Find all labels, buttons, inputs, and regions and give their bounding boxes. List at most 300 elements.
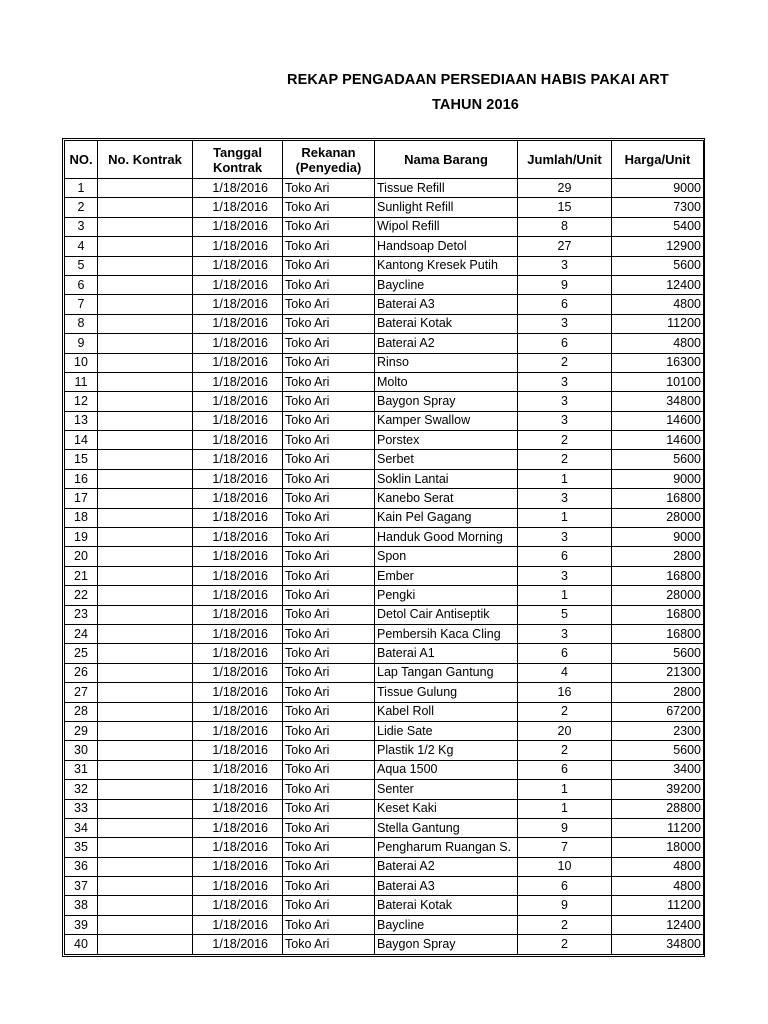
cell-no-kontrak (98, 314, 193, 333)
cell-rekanan: Toko Ari (283, 663, 375, 682)
cell-jumlah: 15 (518, 198, 612, 217)
cell-jumlah: 6 (518, 760, 612, 779)
cell-no-kontrak (98, 431, 193, 450)
cell-no-kontrak (98, 683, 193, 702)
cell-jumlah: 9 (518, 896, 612, 915)
cell-no-kontrak (98, 256, 193, 275)
cell-harga: 4800 (612, 334, 704, 353)
cell-tanggal: 1/18/2016 (193, 179, 283, 198)
cell-nama-barang: Tissue Refill (375, 179, 518, 198)
table-row (65, 741, 704, 760)
table-row (65, 372, 704, 391)
cell-harga: 39200 (612, 780, 704, 799)
cell-no: 40 (65, 935, 98, 954)
cell-nama-barang: Spon (375, 547, 518, 566)
cell-jumlah: 2 (518, 915, 612, 934)
cell-no-kontrak (98, 508, 193, 527)
cell-no-kontrak (98, 915, 193, 934)
table-row (65, 838, 704, 857)
cell-harga: 2800 (612, 683, 704, 702)
cell-nama-barang: Baycline (375, 275, 518, 294)
cell-tanggal: 1/18/2016 (193, 586, 283, 605)
header-harga-unit: Harga/Unit (612, 141, 704, 179)
cell-rekanan: Toko Ari (283, 741, 375, 760)
cell-nama-barang: Stella Gantung (375, 818, 518, 837)
cell-no-kontrak (98, 217, 193, 236)
cell-tanggal: 1/18/2016 (193, 450, 283, 469)
cell-rekanan: Toko Ari (283, 256, 375, 275)
cell-tanggal: 1/18/2016 (193, 508, 283, 527)
header-tanggal-kontrak: Tanggal Kontrak (193, 141, 283, 179)
cell-nama-barang: Detol Cair Antiseptik (375, 605, 518, 624)
cell-rekanan: Toko Ari (283, 818, 375, 837)
cell-harga: 11200 (612, 818, 704, 837)
cell-nama-barang: Baterai A3 (375, 295, 518, 314)
cell-no: 35 (65, 838, 98, 857)
cell-nama-barang: Handuk Good Morning (375, 528, 518, 547)
cell-rekanan: Toko Ari (283, 372, 375, 391)
cell-rekanan: Toko Ari (283, 314, 375, 333)
table-row (65, 877, 704, 896)
cell-no: 13 (65, 411, 98, 430)
cell-harga: 5600 (612, 256, 704, 275)
cell-jumlah: 10 (518, 857, 612, 876)
cell-jumlah: 2 (518, 431, 612, 450)
cell-tanggal: 1/18/2016 (193, 935, 283, 954)
table-row (65, 915, 704, 934)
cell-no: 5 (65, 256, 98, 275)
cell-jumlah: 6 (518, 644, 612, 663)
cell-nama-barang: Soklin Lantai (375, 469, 518, 488)
cell-harga: 11200 (612, 896, 704, 915)
cell-harga: 16300 (612, 353, 704, 372)
cell-rekanan: Toko Ari (283, 198, 375, 217)
cell-tanggal: 1/18/2016 (193, 469, 283, 488)
cell-harga: 21300 (612, 663, 704, 682)
cell-rekanan: Toko Ari (283, 605, 375, 624)
cell-nama-barang: Rinso (375, 353, 518, 372)
table-row (65, 450, 704, 469)
cell-tanggal: 1/18/2016 (193, 566, 283, 585)
cell-no-kontrak (98, 392, 193, 411)
cell-nama-barang: Tissue Gulung (375, 683, 518, 702)
header-rekanan: Rekanan (Penyedia) (283, 141, 375, 179)
cell-jumlah: 2 (518, 353, 612, 372)
cell-jumlah: 2 (518, 450, 612, 469)
cell-no: 39 (65, 915, 98, 934)
cell-nama-barang: Kantong Kresek Putih (375, 256, 518, 275)
cell-jumlah: 6 (518, 295, 612, 314)
cell-tanggal: 1/18/2016 (193, 353, 283, 372)
cell-no: 30 (65, 741, 98, 760)
cell-no: 9 (65, 334, 98, 353)
table-row (65, 489, 704, 508)
cell-tanggal: 1/18/2016 (193, 392, 283, 411)
cell-rekanan: Toko Ari (283, 760, 375, 779)
cell-no-kontrak (98, 896, 193, 915)
cell-rekanan: Toko Ari (283, 935, 375, 954)
cell-harga: 28000 (612, 586, 704, 605)
cell-harga: 4800 (612, 295, 704, 314)
cell-no: 4 (65, 237, 98, 256)
cell-tanggal: 1/18/2016 (193, 838, 283, 857)
cell-nama-barang: Kain Pel Gagang (375, 508, 518, 527)
cell-no: 25 (65, 644, 98, 663)
cell-no: 3 (65, 217, 98, 236)
cell-harga: 5600 (612, 741, 704, 760)
cell-no-kontrak (98, 275, 193, 294)
cell-jumlah: 1 (518, 586, 612, 605)
cell-rekanan: Toko Ari (283, 431, 375, 450)
cell-harga: 16800 (612, 566, 704, 585)
table-row (65, 818, 704, 837)
cell-nama-barang: Handsoap Detol (375, 237, 518, 256)
cell-harga: 9000 (612, 528, 704, 547)
cell-nama-barang: Pengki (375, 586, 518, 605)
cell-nama-barang: Baygon Spray (375, 935, 518, 954)
table-row (65, 508, 704, 527)
table-row (65, 334, 704, 353)
cell-no: 2 (65, 198, 98, 217)
cell-no-kontrak (98, 566, 193, 585)
cell-jumlah: 16 (518, 683, 612, 702)
cell-harga: 34800 (612, 392, 704, 411)
cell-nama-barang: Baterai Kotak (375, 314, 518, 333)
cell-tanggal: 1/18/2016 (193, 275, 283, 294)
cell-tanggal: 1/18/2016 (193, 663, 283, 682)
cell-jumlah: 1 (518, 780, 612, 799)
cell-no-kontrak (98, 741, 193, 760)
cell-jumlah: 1 (518, 469, 612, 488)
cell-rekanan: Toko Ari (283, 915, 375, 934)
cell-harga: 12400 (612, 275, 704, 294)
cell-no-kontrak (98, 935, 193, 954)
table-row (65, 857, 704, 876)
cell-nama-barang: Baterai A2 (375, 334, 518, 353)
cell-tanggal: 1/18/2016 (193, 799, 283, 818)
cell-no: 23 (65, 605, 98, 624)
cell-no-kontrak (98, 838, 193, 857)
cell-rekanan: Toko Ari (283, 857, 375, 876)
header-no: NO. (65, 141, 98, 179)
cell-nama-barang: Porstex (375, 431, 518, 450)
cell-tanggal: 1/18/2016 (193, 683, 283, 702)
cell-nama-barang: Pembersih Kaca Cling (375, 624, 518, 643)
cell-harga: 12900 (612, 237, 704, 256)
cell-no-kontrak (98, 334, 193, 353)
table-row (65, 721, 704, 740)
cell-rekanan: Toko Ari (283, 411, 375, 430)
table-row (65, 179, 704, 198)
cell-tanggal: 1/18/2016 (193, 741, 283, 760)
cell-harga: 5400 (612, 217, 704, 236)
cell-no: 19 (65, 528, 98, 547)
table-row (65, 605, 704, 624)
cell-jumlah: 3 (518, 624, 612, 643)
table-row (65, 469, 704, 488)
cell-tanggal: 1/18/2016 (193, 605, 283, 624)
cell-no-kontrak (98, 586, 193, 605)
cell-no: 32 (65, 780, 98, 799)
cell-no: 34 (65, 818, 98, 837)
cell-harga: 2300 (612, 721, 704, 740)
cell-jumlah: 27 (518, 237, 612, 256)
cell-jumlah: 1 (518, 508, 612, 527)
cell-tanggal: 1/18/2016 (193, 857, 283, 876)
cell-no: 6 (65, 275, 98, 294)
cell-tanggal: 1/18/2016 (193, 256, 283, 275)
cell-nama-barang: Keset Kaki (375, 799, 518, 818)
cell-jumlah: 29 (518, 179, 612, 198)
cell-no-kontrak (98, 721, 193, 740)
cell-tanggal: 1/18/2016 (193, 702, 283, 721)
cell-rekanan: Toko Ari (283, 799, 375, 818)
cell-nama-barang: Ember (375, 566, 518, 585)
table-row (65, 799, 704, 818)
cell-no-kontrak (98, 760, 193, 779)
cell-tanggal: 1/18/2016 (193, 489, 283, 508)
cell-no: 16 (65, 469, 98, 488)
cell-jumlah: 3 (518, 256, 612, 275)
header-no-kontrak: No. Kontrak (98, 141, 193, 179)
table-row (65, 624, 704, 643)
table-row (65, 528, 704, 547)
cell-no-kontrak (98, 818, 193, 837)
cell-harga: 9000 (612, 179, 704, 198)
cell-jumlah: 2 (518, 935, 612, 954)
cell-no: 20 (65, 547, 98, 566)
cell-jumlah: 3 (518, 411, 612, 430)
cell-no-kontrak (98, 411, 193, 430)
table-row (65, 353, 704, 372)
cell-harga: 5600 (612, 644, 704, 663)
table-row (65, 683, 704, 702)
cell-no-kontrak (98, 702, 193, 721)
cell-rekanan: Toko Ari (283, 586, 375, 605)
cell-rekanan: Toko Ari (283, 217, 375, 236)
table-row (65, 198, 704, 217)
cell-nama-barang: Baterai A2 (375, 857, 518, 876)
cell-nama-barang: Baterai A3 (375, 877, 518, 896)
cell-jumlah: 3 (518, 528, 612, 547)
cell-nama-barang: Senter (375, 780, 518, 799)
document-title: REKAP PENGADAAN PERSEDIAAN HABIS PAKAI ART (287, 72, 669, 88)
cell-no: 27 (65, 683, 98, 702)
cell-rekanan: Toko Ari (283, 547, 375, 566)
cell-harga: 16800 (612, 489, 704, 508)
cell-jumlah: 6 (518, 334, 612, 353)
cell-harga: 12400 (612, 915, 704, 934)
cell-harga: 9000 (612, 469, 704, 488)
cell-no: 1 (65, 179, 98, 198)
cell-rekanan: Toko Ari (283, 683, 375, 702)
cell-rekanan: Toko Ari (283, 508, 375, 527)
cell-tanggal: 1/18/2016 (193, 295, 283, 314)
cell-rekanan: Toko Ari (283, 838, 375, 857)
cell-harga: 67200 (612, 702, 704, 721)
cell-no-kontrak (98, 857, 193, 876)
cell-nama-barang: Kanebo Serat (375, 489, 518, 508)
cell-no-kontrak (98, 624, 193, 643)
cell-jumlah: 3 (518, 372, 612, 391)
cell-no: 26 (65, 663, 98, 682)
table-row (65, 275, 704, 294)
cell-no: 15 (65, 450, 98, 469)
cell-rekanan: Toko Ari (283, 780, 375, 799)
cell-no-kontrak (98, 489, 193, 508)
cell-nama-barang: Baterai Kotak (375, 896, 518, 915)
cell-no-kontrak (98, 877, 193, 896)
cell-no: 18 (65, 508, 98, 527)
table-row (65, 760, 704, 779)
cell-jumlah: 9 (518, 275, 612, 294)
cell-nama-barang: Serbet (375, 450, 518, 469)
header-nama-barang: Nama Barang (375, 141, 518, 179)
cell-nama-barang: Baygon Spray (375, 392, 518, 411)
table-row (65, 896, 704, 915)
cell-no: 11 (65, 372, 98, 391)
cell-no: 10 (65, 353, 98, 372)
cell-no: 24 (65, 624, 98, 643)
table-body (65, 179, 704, 955)
cell-rekanan: Toko Ari (283, 237, 375, 256)
cell-rekanan: Toko Ari (283, 353, 375, 372)
cell-no: 37 (65, 877, 98, 896)
cell-no-kontrak (98, 295, 193, 314)
cell-no-kontrak (98, 528, 193, 547)
cell-tanggal: 1/18/2016 (193, 547, 283, 566)
cell-tanggal: 1/18/2016 (193, 237, 283, 256)
cell-no: 31 (65, 760, 98, 779)
cell-harga: 4800 (612, 857, 704, 876)
cell-rekanan: Toko Ari (283, 450, 375, 469)
cell-tanggal: 1/18/2016 (193, 915, 283, 934)
table-row (65, 411, 704, 430)
cell-no-kontrak (98, 780, 193, 799)
cell-rekanan: Toko Ari (283, 295, 375, 314)
cell-no-kontrak (98, 353, 193, 372)
cell-no-kontrak (98, 663, 193, 682)
cell-nama-barang: Baterai A1 (375, 644, 518, 663)
cell-nama-barang: Pengharum Ruangan S. (375, 838, 518, 857)
cell-rekanan: Toko Ari (283, 489, 375, 508)
cell-no-kontrak (98, 237, 193, 256)
table-row (65, 566, 704, 585)
cell-no: 8 (65, 314, 98, 333)
cell-rekanan: Toko Ari (283, 721, 375, 740)
table-row (65, 237, 704, 256)
cell-harga: 10100 (612, 372, 704, 391)
procurement-table-frame (62, 138, 705, 957)
cell-jumlah: 5 (518, 605, 612, 624)
cell-harga: 14600 (612, 411, 704, 430)
cell-harga: 34800 (612, 935, 704, 954)
cell-no-kontrak (98, 179, 193, 198)
cell-no: 17 (65, 489, 98, 508)
cell-no-kontrak (98, 469, 193, 488)
cell-harga: 2800 (612, 547, 704, 566)
document-subtitle-year: TAHUN 2016 (432, 97, 519, 113)
cell-harga: 18000 (612, 838, 704, 857)
cell-jumlah: 6 (518, 877, 612, 896)
cell-no-kontrak (98, 644, 193, 663)
cell-harga: 4800 (612, 877, 704, 896)
cell-harga: 16800 (612, 605, 704, 624)
cell-nama-barang: Lap Tangan Gantung (375, 663, 518, 682)
cell-no: 33 (65, 799, 98, 818)
cell-jumlah: 2 (518, 741, 612, 760)
table-row (65, 644, 704, 663)
cell-harga: 14600 (612, 431, 704, 450)
cell-jumlah: 3 (518, 489, 612, 508)
cell-harga: 3400 (612, 760, 704, 779)
cell-nama-barang: Baycline (375, 915, 518, 934)
table-row (65, 547, 704, 566)
cell-no: 28 (65, 702, 98, 721)
cell-no: 29 (65, 721, 98, 740)
cell-nama-barang: Molto (375, 372, 518, 391)
table-row (65, 295, 704, 314)
cell-tanggal: 1/18/2016 (193, 314, 283, 333)
cell-jumlah: 2 (518, 702, 612, 721)
cell-tanggal: 1/18/2016 (193, 721, 283, 740)
cell-tanggal: 1/18/2016 (193, 760, 283, 779)
cell-no-kontrak (98, 799, 193, 818)
cell-tanggal: 1/18/2016 (193, 780, 283, 799)
cell-no: 7 (65, 295, 98, 314)
cell-harga: 5600 (612, 450, 704, 469)
cell-jumlah: 7 (518, 838, 612, 857)
cell-no: 22 (65, 586, 98, 605)
cell-tanggal: 1/18/2016 (193, 334, 283, 353)
table-row (65, 780, 704, 799)
cell-nama-barang: Wipol Refill (375, 217, 518, 236)
cell-jumlah: 6 (518, 547, 612, 566)
table-row (65, 314, 704, 333)
cell-rekanan: Toko Ari (283, 334, 375, 353)
cell-tanggal: 1/18/2016 (193, 624, 283, 643)
cell-nama-barang: Sunlight Refill (375, 198, 518, 217)
cell-harga: 28000 (612, 508, 704, 527)
cell-tanggal: 1/18/2016 (193, 198, 283, 217)
procurement-table (64, 140, 704, 955)
cell-no-kontrak (98, 605, 193, 624)
cell-harga: 11200 (612, 314, 704, 333)
header-jumlah-unit: Jumlah/Unit (518, 141, 612, 179)
cell-tanggal: 1/18/2016 (193, 217, 283, 236)
cell-no: 36 (65, 857, 98, 876)
cell-jumlah: 3 (518, 392, 612, 411)
cell-rekanan: Toko Ari (283, 179, 375, 198)
table-row (65, 586, 704, 605)
cell-rekanan: Toko Ari (283, 528, 375, 547)
table-row (65, 431, 704, 450)
cell-tanggal: 1/18/2016 (193, 372, 283, 391)
cell-no: 21 (65, 566, 98, 585)
cell-rekanan: Toko Ari (283, 644, 375, 663)
table-row (65, 256, 704, 275)
cell-jumlah: 20 (518, 721, 612, 740)
cell-jumlah: 8 (518, 217, 612, 236)
cell-tanggal: 1/18/2016 (193, 528, 283, 547)
cell-harga: 28800 (612, 799, 704, 818)
cell-rekanan: Toko Ari (283, 624, 375, 643)
cell-no: 12 (65, 392, 98, 411)
cell-no-kontrak (98, 372, 193, 391)
cell-tanggal: 1/18/2016 (193, 896, 283, 915)
cell-rekanan: Toko Ari (283, 392, 375, 411)
cell-jumlah: 3 (518, 566, 612, 585)
